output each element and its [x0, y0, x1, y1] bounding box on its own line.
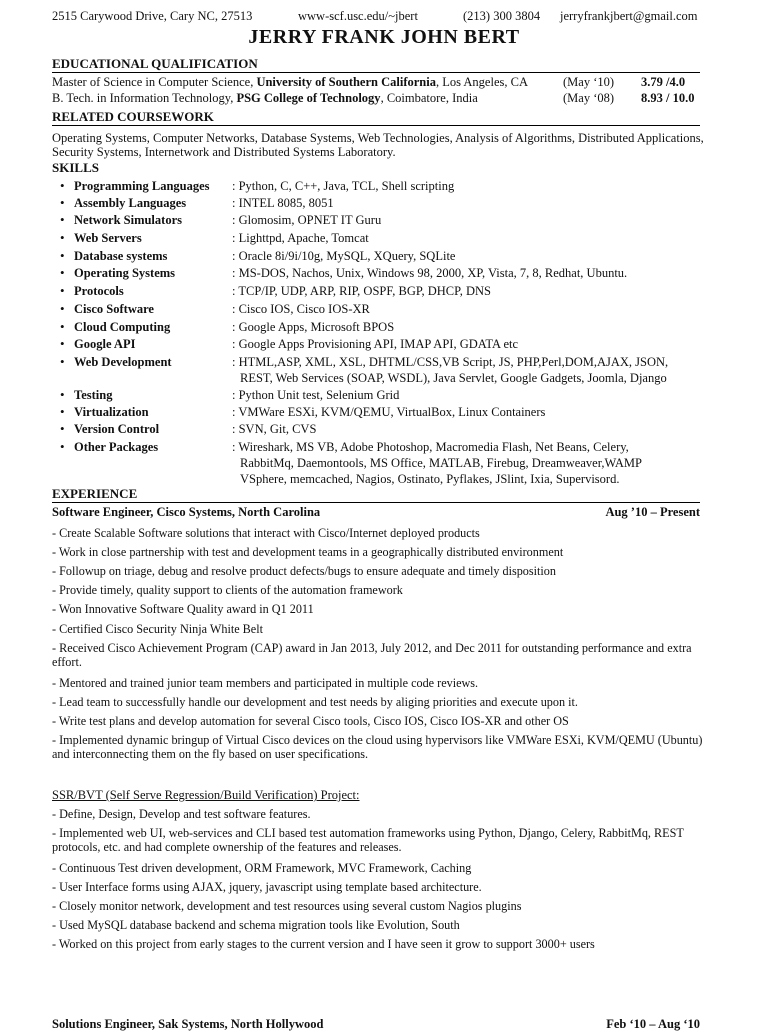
skill-value: : SVN, Git, CVS	[232, 422, 317, 436]
job-title: Solutions Engineer, Sak Systems, North Hollywood	[52, 1017, 324, 1031]
list-item: - Provide timely, quality support to clients of the automation framework	[52, 583, 403, 597]
school: University of Southern California	[256, 75, 436, 89]
contact-phone: (213) 300 3804	[463, 9, 541, 23]
bullet-icon: •	[60, 265, 65, 280]
job-title: Software Engineer, Cisco Systems, North Carolina	[52, 505, 321, 519]
bullet-icon: •	[60, 212, 65, 227]
contact-website[interactable]: www-scf.usc.edu/~jbert	[298, 9, 418, 23]
skill-name: Virtualization	[74, 405, 149, 419]
list-item: - Followup on triage, debug and resolve product defects/bugs to ensure adequate and timely disposition	[52, 564, 556, 578]
education-gpa: 3.79 /4.0	[641, 75, 686, 89]
education-date: (May ‘10)	[563, 75, 615, 89]
skill-name: Web Development	[74, 355, 172, 369]
skill-name: Network Simulators	[74, 213, 182, 227]
job-dates: Feb ‘10 – Aug ‘10	[606, 1017, 700, 1031]
skill-value: : Lighttpd, Apache, Tomcat	[232, 231, 369, 245]
skills-heading: SKILLS	[52, 160, 99, 175]
skill-value: REST, Web Services (SOAP, WSDL), Java Servlet, Google Gadgets, Joomla, Django	[240, 371, 667, 385]
skill-value: : TCP/IP, UDP, ARP, RIP, OSPF, BGP, DHCP, DNS	[232, 284, 491, 298]
skill-name: Assembly Languages	[74, 196, 187, 210]
list-item: - Implemented dynamic bringup of Virtual Cisco devices on the cloud using hypervisors like VMWare ESXi, KVM/QEMU (Ubuntu) and interconnecting them on the fly based on user specifications.	[52, 733, 703, 761]
bullet-icon: •	[60, 421, 65, 436]
list-item: - Create Scalable Software solutions that interact with Cisco/Internet deployed products	[52, 526, 480, 540]
bullet-icon: •	[60, 178, 65, 193]
skill-name: Programming Languages	[74, 179, 210, 193]
skill-value: : Wireshark, MS VB, Adobe Photoshop, Macromedia Flash, Net Beans, Celery,	[232, 440, 629, 454]
bullet-icon: •	[60, 404, 65, 419]
list-item: - Certified Cisco Security Ninja White Belt	[52, 622, 263, 636]
bullet-icon: •	[60, 195, 65, 210]
skill-name: Cloud Computing	[74, 320, 171, 334]
coursework-text: Operating Systems, Computer Networks, Database Systems, Web Technologies, Analysis of Algorithms, Distributed Applications, Security Systems, Internetwork and Distributed Systems Laboratory.	[52, 131, 704, 159]
skill-value: : INTEL 8085, 8051	[232, 196, 334, 210]
list-item: - Used MySQL database backend and schema migration tools like Evolution, South	[52, 918, 460, 932]
skill-name: Other Packages	[74, 440, 159, 454]
school: PSG College of Technology	[236, 91, 381, 105]
skill-value: : Oracle 8i/9i/10g, MySQL, XQuery, SQLite	[232, 249, 456, 263]
degree: B. Tech. in Information Technology,	[52, 91, 237, 105]
education-entry	[52, 75, 528, 90]
bullet-icon: •	[60, 230, 65, 245]
list-item: - Mentored and trained junior team members and participated in multiple code reviews.	[52, 676, 479, 690]
list-item: - Worked on this project from early stages to the current version and I have seen it grow to support 3000+ users	[52, 937, 595, 951]
list-item: - Lead team to successfully handle our development and test needs by aliging priorities and execute upon it.	[52, 695, 578, 709]
list-item: - Write test plans and develop automation for several Cisco tools, Cisco IOS, Cisco IOS-XR and other OS	[52, 714, 569, 728]
bullet-icon: •	[60, 248, 65, 263]
bullet-icon: •	[60, 336, 65, 351]
bullet-icon: •	[60, 301, 65, 316]
job-dates: Aug ’10 – Present	[605, 505, 700, 519]
skill-value: : Google Apps, Microsoft BPOS	[232, 320, 395, 334]
skill-value: VSphere, memcached, Nagios, Ostinato, Pyflakes, JSlint, Ixia, Supervisord.	[240, 472, 620, 486]
skill-value: : Glomosim, OPNET IT Guru	[232, 213, 382, 227]
job-title-row	[52, 505, 700, 520]
list-item: - Won Innovative Software Quality award in Q1 2011	[52, 602, 314, 616]
bullet-icon: •	[60, 439, 65, 454]
skill-value: : Python Unit test, Selenium Grid	[232, 388, 400, 402]
skill-value: RabbitMq, Daemontools, MS Office, MATLAB, Firebug, Dreamweaver,WAMP	[240, 456, 642, 470]
education-heading: EDUCATIONAL QUALIFICATION	[52, 56, 700, 73]
list-item: - Continuous Test driven development, ORM Framework, MVC Framework, Caching	[52, 861, 472, 875]
bullet-icon: •	[60, 319, 65, 334]
contact-address: 2515 Carywood Drive, Cary NC, 27513	[52, 9, 253, 23]
education-gpa: 8.93 / 10.0	[641, 91, 695, 105]
education-date: (May ‘08)	[563, 91, 615, 105]
skill-value: : HTML,ASP, XML, XSL, DHTML/CSS,VB Script, JS, PHP,Perl,DOM,AJAX, JSON,	[232, 355, 669, 369]
skill-name: Operating Systems	[74, 266, 176, 280]
degree: Master of Science in Computer Science,	[52, 75, 257, 89]
bullet-icon: •	[60, 387, 65, 402]
list-item: - Implemented web UI, web-services and CLI based test automation frameworks using Python, Django, Celery, RabbitMq, REST protocols, etc. and had complete ownership of the features and releases.	[52, 826, 684, 854]
skill-name: Cisco Software	[74, 302, 154, 316]
location: , Los Angeles, CA	[435, 75, 528, 89]
list-item: - Received Cisco Achievement Program (CAP) award in Jan 2013, July 2012, and Dec 2011 for outstanding performance and extra effort.	[52, 641, 692, 669]
contact-email[interactable]: jerryfrankjbert@gmail.com	[560, 9, 698, 23]
list-item: - Define, Design, Develop and test software features.	[52, 807, 311, 821]
skill-value: : Python, C, C++, Java, TCL, Shell scripting	[232, 179, 455, 193]
coursework-heading: RELATED COURSEWORK	[52, 109, 700, 126]
list-item: - User Interface forms using AJAX, jquery, javascript using template based architecture.	[52, 880, 482, 894]
skill-name: Testing	[74, 388, 113, 402]
candidate-name: JERRY FRANK JOHN BERT	[248, 26, 520, 48]
project-title: SSR/BVT (Self Serve Regression/Build Verification) Project:	[52, 788, 360, 802]
skill-name: Version Control	[74, 422, 160, 436]
skill-value: : VMWare ESXi, KVM/QEMU, VirtualBox, Linux Containers	[232, 405, 546, 419]
experience-heading: EXPERIENCE	[52, 486, 700, 503]
education-entry	[52, 91, 478, 106]
location: , Coimbatore, India	[380, 91, 478, 105]
list-item: - Work in close partnership with test and development teams in a geographically distributed environment	[52, 545, 564, 559]
skill-value: : Cisco IOS, Cisco IOS-XR	[232, 302, 370, 316]
bullet-icon: •	[60, 283, 65, 298]
skill-name: Database systems	[74, 249, 168, 263]
list-item: - Closely monitor network, development and test resources using several custom Nagios plugins	[52, 899, 522, 913]
skill-value: : MS-DOS, Nachos, Unix, Windows 98, 2000, XP, Vista, 7, 8, Redhat, Ubuntu.	[232, 266, 628, 280]
bullet-icon: •	[60, 354, 65, 369]
skill-name: Web Servers	[74, 231, 142, 245]
skill-value: : Google Apps Provisioning API, IMAP API, GDATA etc	[232, 337, 519, 351]
job-title-row-partial	[52, 1017, 700, 1032]
skill-name: Protocols	[74, 284, 124, 298]
skill-name: Google API	[74, 337, 136, 351]
